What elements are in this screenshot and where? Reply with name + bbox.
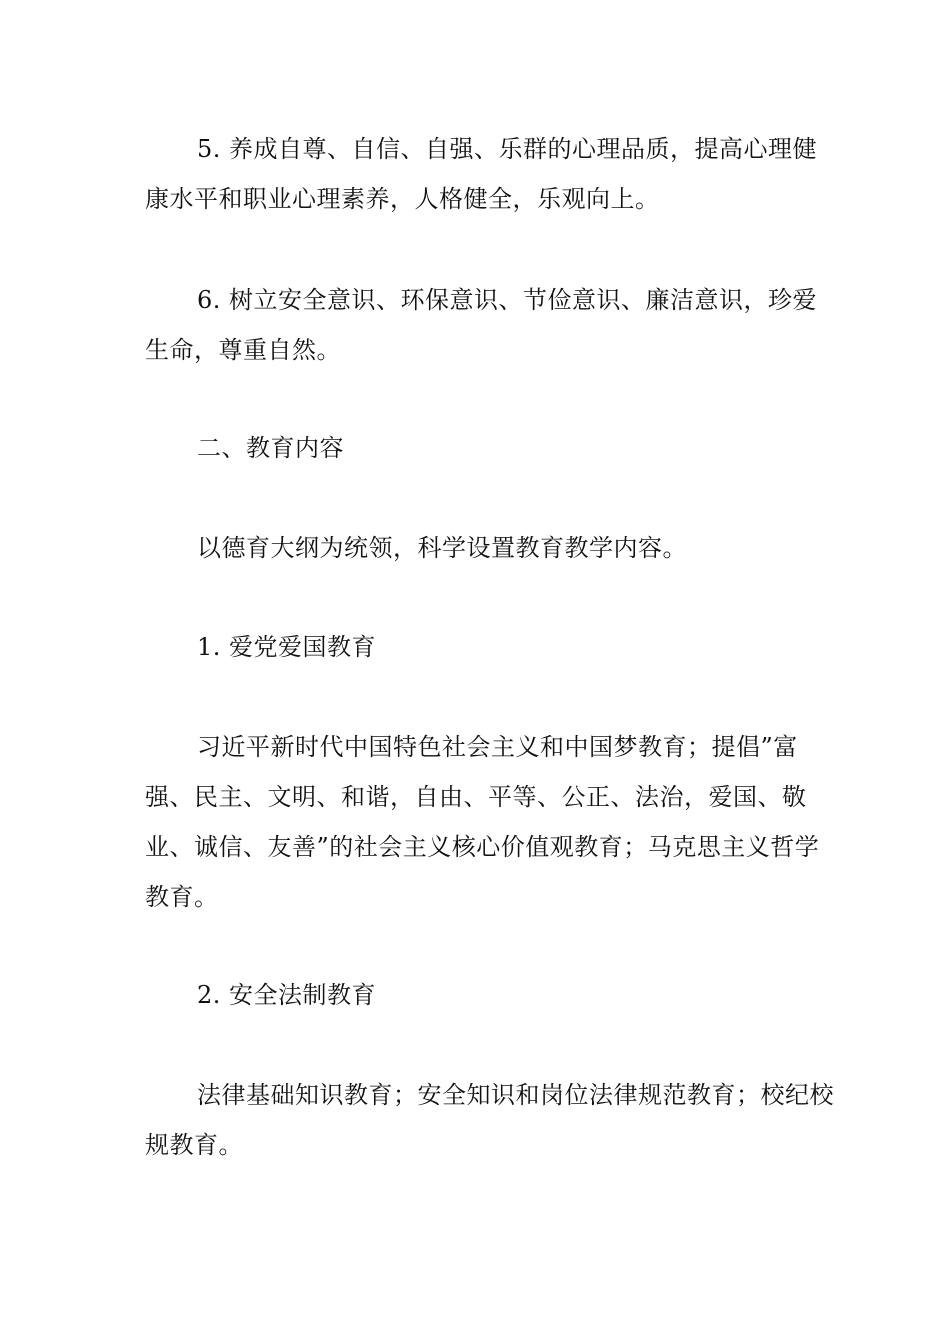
paragraph-patriotic-content [145,722,835,922]
paragraph-text: 5. 养成自尊、自信、自强、乐群的心理品质，提高心理健康水平和职业心理素养，人格健全，乐观向上。 [145,135,818,213]
paragraph-text: 以德育大纲为统领，科学设置教育教学内容。 [197,534,687,562]
subheading-safety-law-education [145,970,835,1020]
paragraph-text: 法律基础知识教育；安全知识和岗位法律规范教育；校纪校规教育。 [145,1081,834,1159]
section-heading: 二、教育内容 [197,434,344,462]
section-heading-education-content [145,423,835,473]
subheading: 1. 爱党爱国教育 [197,633,377,661]
subheading: 2. 安全法制教育 [197,981,377,1009]
paragraph-text: 习近平新时代中国特色社会主义和中国梦教育；提倡”富强、民主、文明、和谐，自由、平等、公正、法治，爱国、敬业、诚信、友善”的社会主义核心价值观教育；马克思主义哲学教育。 [145,733,820,911]
subheading-patriotic-education [145,622,835,672]
paragraph-safety-law-content [145,1070,835,1170]
paragraph-safety-awareness [145,275,835,375]
paragraph-mental-quality [145,124,835,224]
paragraph-text: 6. 树立安全意识、环保意识、节俭意识、廉洁意识，珍爱生命，尊重自然。 [145,286,818,364]
paragraph-education-intro [145,523,835,573]
